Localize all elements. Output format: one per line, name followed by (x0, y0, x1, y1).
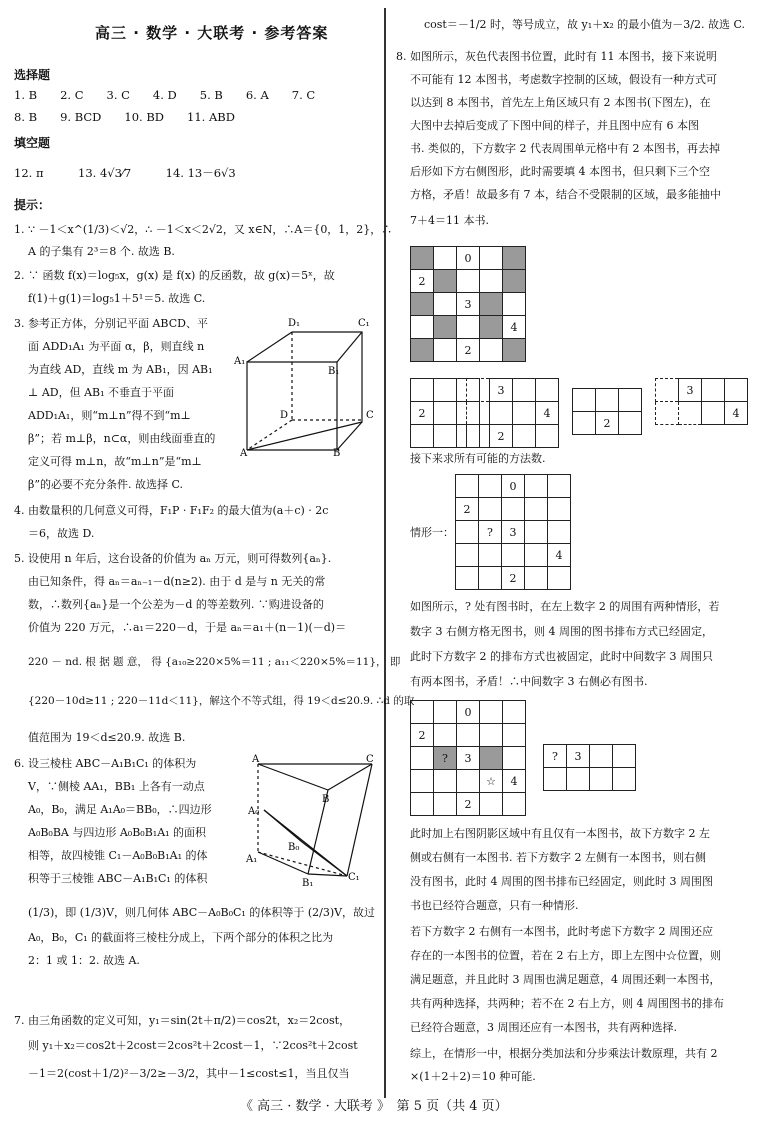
final-line: 已经符合题意，3 周围还应有一本图书，共有两种选择. (410, 1021, 677, 1034)
q8-line: 以达到 8 本图书，首先左上角区域只有 2 本图书(下图左)，在 (410, 96, 711, 109)
q6-line: 相等，故四棱锥 C₁－A₀B₀B₁A₁ 的体 (28, 849, 208, 862)
q3-line: β”；若 m⊥β，n⊂α，则由线面垂直的 (28, 432, 216, 445)
q3-line: ADD₁A₁，则“m⊥n”得不到“m⊥ (28, 409, 191, 422)
q7-line: －1＝2(cost＋1/2)²－3/2≥－3/2，其中－1≤cost≤1，当且仅当 (28, 1067, 350, 1080)
page-footer: 《 高三 · 数学 · 大联考 》 第 5 页（共 4 页） (240, 1099, 508, 1114)
q4-line: ＝6，故选 D. (28, 527, 95, 540)
q3-line: 3. 参考正方体，分别记平面 ABCD、平 (14, 317, 208, 330)
q5-line: 价值为 220 万元，∴a₁＝220－d，于是 aₙ＝a₁＋(n－1)(－d)＝ (28, 621, 347, 634)
q8-line: 7＋4＝11 本书. (410, 214, 489, 227)
q3-line: 定义可得 m⊥n，故“m⊥n”是“m⊥ (28, 455, 202, 468)
q6-line: 2：1 或 1：2. 故选 A. (28, 954, 140, 967)
cube-label: D₁ (288, 318, 301, 329)
final-line: 共有两种选择，共两种；若不在 2 右上方，则 4 周围图书的排布 (410, 997, 724, 1010)
final-line: 书也已经符合题意，只有一种情形. (410, 899, 579, 912)
q5-line: 220 － nd. 根 据 题 意， 得 {a₁₀≥220×5%＝11 ; a₁₁＜220×5%＝11}， 即 (28, 656, 401, 668)
q6-line: A₀，B₀，满足 A₁A₀＝BB₀，∴四边形 (28, 803, 212, 816)
final-line: 侧或右侧有一本图书. 若下方数字 2 左侧有一本图书，则右侧 (410, 851, 706, 864)
q7-line: 7. 由三角函数的定义可知，y₁＝sin(2t＋π/2)＝cos2t，x₂＝2cost， (14, 1014, 351, 1027)
hint-line: f(1)＋g(1)＝log₅1＋5¹＝5. 故选 C. (28, 292, 206, 305)
case-label: 情形一： (410, 526, 454, 539)
choice-heading: 选择题 (14, 68, 51, 82)
cube-label: D (280, 410, 289, 421)
q6-line: (1/3)，即 (1/3)V，则几何体 ABC－A₀B₀C₁ 的体积等于 (2/3)V，故过 (28, 906, 376, 919)
page-title: 高三 · 数学 · 大联考 · 参考答案 (95, 24, 329, 42)
cube-figure (232, 312, 382, 458)
fill-answers: 12. π 13. 4√3⁄7 14. 13－6√3 (14, 166, 236, 180)
cube-label: A (240, 448, 248, 458)
cube-label: A₁ (234, 356, 246, 367)
q5-line: 值范围为 19＜d≤20.9. 故选 B. (28, 731, 186, 744)
final-line: 存在的一本图书的位置，若在 2 右上方，即上左图中☆位置，则 (410, 949, 721, 962)
book-grid-small-middle: 3 4 2 (466, 378, 559, 448)
q3-line: 为直线 AD，直线 m 为 AB₁，因 AB₁ (28, 363, 213, 376)
q4-line: 4. 由数量积的几何意义可得，F₁P · F₁F₂ 的最大值为(a＋c) · 2c (14, 504, 329, 517)
q5-line: 由已知条件，得 aₙ＝aₙ₋₁－d(n≥2). 由于 d 是与 n 无关的常 (28, 575, 326, 588)
cube-label: C₁ (358, 318, 370, 329)
q7-continuation: cost＝－1/2 时，等号成立，故 y₁＋x₂ 的最小值为－3/2. 故选 C. (424, 18, 745, 31)
book-grid-case-two: 0 2 ? 3 ☆ 4 2 (410, 700, 526, 816)
prism-label: A₀ (248, 806, 260, 817)
q8-line: 后形如下方右侧图形，此时需要填 4 本图书，但只剩下三个空 (410, 165, 710, 178)
case-line: 有两本图书，矛盾！∴中间数字 3 右侧必有图书. (410, 675, 648, 688)
prism-label: B₀ (288, 842, 300, 853)
q3-line: ⊥ AD，但 AB₁ 不垂直于平面 (28, 386, 175, 399)
hint-line: 1. ∵ －1＜x^(1/3)＜√2，∴ －1＜x＜2√2，又 x∈N，∴A＝{0，1，2}，∴ (14, 223, 393, 236)
book-grid-main: 0 2 3 4 2 (410, 246, 526, 362)
column-divider (384, 8, 386, 1098)
book-grid-small-left: 2 (410, 378, 480, 448)
next-text: 接下来求所有可能的方法数. (410, 452, 546, 465)
q8-line: 书. 类似的，下方数字 2 代表周围单元格中有 2 本图书，再去掉 (410, 142, 720, 155)
q6-line: A₀，B₀，C₁ 的截面将三棱柱分成上，下两个部分的体积之比为 (28, 931, 334, 944)
prism-label: C₁ (348, 872, 360, 883)
q6-line: A₀B₀BA 与四边形 A₀B₀B₁A₁ 的面积 (28, 826, 207, 839)
q8-line: 8. 如图所示，灰色代表图书位置，此时有 11 本图书，接下来说明 (396, 50, 717, 63)
final-line: ×(1＋2＋2)＝10 种可能. (410, 1070, 536, 1083)
book-grid-case-two-side: ? 3 (543, 744, 636, 791)
choice-answers-row2: 8. B 9. BCD 10. BD 11. ABD (14, 110, 235, 124)
prism-label: A (252, 754, 260, 765)
hint-heading: 提示： (14, 198, 51, 212)
q3-line: 面 ADD₁A₁ 为平面 α，β，则直线 n (28, 340, 205, 353)
case-line: 如图所示，? 处有图书时，在左上数字 2 的周围有两种情形，若 (410, 600, 720, 613)
q8-line: 大图中去掉后变成了下图中间的样子，并且图中应有 6 本图 (410, 119, 699, 132)
case-line: 数字 3 右侧方格无图书，则 4 周围的图书排布方式已经固定， (410, 625, 713, 638)
prism-figure (244, 752, 384, 892)
fill-heading: 填空题 (14, 136, 51, 150)
cube-label: B (333, 448, 341, 458)
q5-line: 5. 设使用 n 年后，这台设备的价值为 aₙ 万元，则可得数列{aₙ}. (14, 552, 332, 565)
q6-line: 6. 设三棱柱 ABC－A₁B₁C₁ 的体积为 (14, 757, 197, 770)
cube-label: B₁ (328, 366, 340, 377)
choice-answers-row1: 1. B 2. C 3. C 4. D 5. B 6. A 7. C (14, 88, 316, 102)
book-grid-small-bottom: 2 (572, 388, 642, 435)
q3-line: β”的必要不充分条件. 故选择 C. (28, 478, 183, 491)
final-line: 没有图书，此时 4 周围的图书排布已经固定，则此时 3 周围图 (410, 875, 713, 888)
case-line: 此时下方数字 2 的排布方式也被固定，此时中间数字 3 周围只 (410, 650, 713, 663)
q7-line: 则 y₁＋x₂＝cos2t＋2cost＝2cos²t＋2cost－1，∵2cos²t＋2cost (28, 1039, 358, 1052)
book-grid-small-right: 3 4 (655, 378, 748, 425)
q5-line: 数，∴数列{aₙ}是一个公差为－d 的等差数列. ∵购进设备的 (28, 598, 324, 611)
prism-label: B₁ (302, 878, 314, 889)
prism-label: B (322, 794, 330, 805)
hint-line: A 的子集有 2³＝8 个. 故选 B. (28, 245, 175, 258)
final-line: 综上，在情形一中，根据分类加法和分步乘法计数原理，共有 2 (410, 1047, 718, 1060)
q6-line: V，∵侧棱 AA₁，BB₁ 上各有一动点 (28, 780, 205, 793)
q8-line: 不可能有 12 本图书，考虑数字控制的区域，假设有一种方式可 (410, 73, 717, 86)
hint-line: 2. ∵ 函数 f(x)＝log₅x，g(x) 是 f(x) 的反函数，故 g(x)＝5ˣ，故 (14, 269, 335, 282)
cube-label: C (366, 410, 374, 421)
book-grid-case-one: 0 2 ? 3 4 2 (455, 474, 571, 590)
q8-line: 方格，矛盾！故最多有 7 本，结合不受限制的区域，最多能抽中 (410, 188, 721, 201)
final-line: 此时加上右图阴影区域中有且仅有一本图书，故下方数字 2 左 (410, 827, 710, 840)
prism-label: C (366, 754, 374, 765)
prism-label: A₁ (246, 854, 258, 865)
q5-line: {220－10d≥11 ; 220－11d＜11}，解这个不等式组，得 19＜d≤20.9. ∴d 的取 (28, 695, 415, 707)
final-line: 满足题意，并且此时 3 周围也满足题意，4 周围还剩一本图书， (410, 973, 721, 986)
q6-line: 积等于三棱锥 ABC－A₁B₁C₁ 的体积 (28, 872, 208, 885)
final-line: 若下方数字 2 右侧有一本图书，此时考虑下方数字 2 周围还应 (410, 925, 713, 938)
